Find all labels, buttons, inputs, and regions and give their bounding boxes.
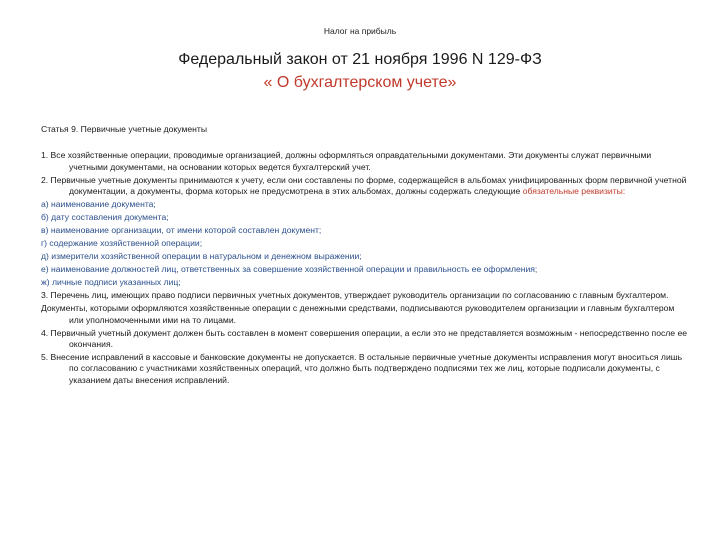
list-item: б) дату составления документа; [41,212,169,223]
paragraph-3: 3. Перечень лиц, имеющих право подписи первичных учетных документов, утверждает руководитель организации по согласованию с главным бухгалтером. [41,290,669,301]
required-requisites-highlight: обязательные реквизиты: [522,186,626,197]
paragraph-3-continued: Документы, которыми оформляются хозяйственные операции с денежными средствами, подписываются руководителем организации и главным бухгалтером или уполномоченными ими на то лицами. [41,303,675,325]
list-item: а) наименование документа; [41,199,156,210]
list-item: г) содержание хозяйственной операции; [41,238,203,249]
header-topic: Налог на прибыль [323,26,397,36]
paragraph-2-text: 2. Первичные учетные документы принимаются к учету, если они составлены по форме, содержащейся в альбомах унифицированных форм первичной учетной документации, а документы, форма которых не предусмотрена в этих альбомах, должны содержать следующие [41,174,687,197]
law-subtitle: « О бухгалтерском учете» [263,74,457,91]
paragraph-5: 5. Внесение исправлений в кассовые и банковские документы не допускается. В остальные первичные учетные документы исправления могут вноситься лишь по согласованию с участниками хозяйственных операций, что должно быть подтверждено подписями тех же лиц, которые подписали документы, с указанием даты внесения исправлений. [41,352,683,385]
article-heading: Статья 9. Первичные учетные документы [41,124,208,134]
list-item: д) измерители хозяйственной операции в натуральном и денежном выражении; [41,251,362,262]
paragraph-1: 1. Все хозяйственные операции, проводимые организацией, должны оформляться оправдательными документами. Эти документы служат первичными учетными документами, на основании которых ведется бухгалтерский учет. [41,150,652,172]
list-item: е) наименование должностей лиц, ответственных за совершение хозяйственной операции и правильность ее оформления; [41,264,538,275]
paragraph-2 [41,175,691,198]
list-item: в) наименование организации, от имени которой составлен документ; [41,225,322,236]
list-item: ж) личные подписи указанных лиц; [41,277,181,288]
document-title [0,48,720,94]
document-body [41,124,691,388]
paragraph-4: 4. Первичный учетный документ должен быть составлен в момент совершения операции, а если это не представляется возможным - непосредственно после ее окончания. [41,327,688,350]
law-title: Федеральный закон от 21 ноября 1996 N 129-ФЗ [178,51,542,68]
